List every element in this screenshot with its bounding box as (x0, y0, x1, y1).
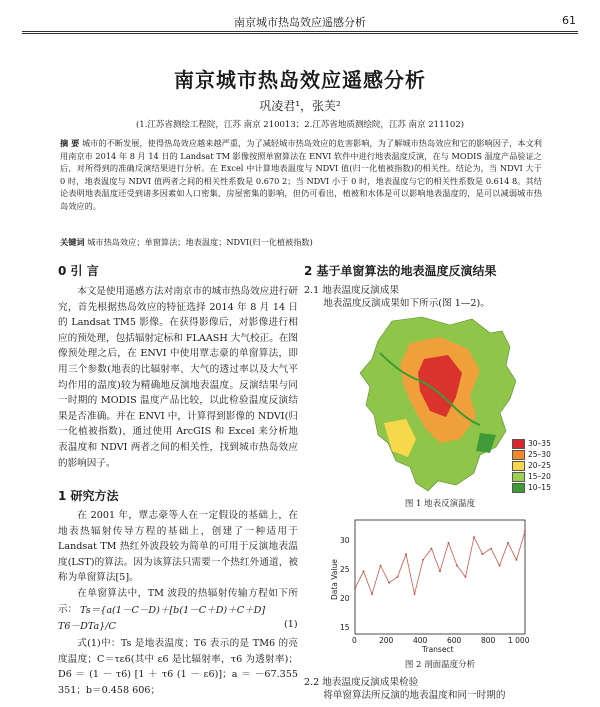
formula-line-1: Ts＝{a(1－C－D)＋[b(1－C＋D)＋C＋D] (80, 605, 266, 616)
figure-1-caption: 图 1 地表反演温度 (404, 499, 476, 509)
formula-line-2: T6－DTa}/C (58, 621, 116, 632)
abstract-label: 摘 要 (60, 138, 80, 148)
transect-point (354, 588, 356, 590)
transect-point (507, 542, 509, 544)
subsection-2-1-text: 地表温度反演成果如下所示(图 1—2)。 (323, 298, 490, 309)
abstract-text: 城市的不断发展，使得热岛效应越来越严重，为了减轻城市热岛效应的危害影响，为了解城市热岛效应和它的影响因子，本文利用南京市 2014 年 8 月 14 日的 Landsat TM 影像按照单窗算法在 ENVI 软件中进行地表温度反演，在与 MODIS 温度产品验证之后，对所得到的准确反演结果进行分析。在 Excel 中计算地表温度与 NDVI 值(归一化植被指数)的相关性。结论为，当 NDVI 大于 0 时，地表温度与 NDVI 值两者之间的相关性系数是 0.670 2；当 NDVI 小于 0 时，地表温度与它的相关性系数是 0.614 8。其结论表明地表温度还受到诸多因素如人口密集、房屋密集的影响，但仍可看出，植被和水体是可以影响地表温度的，是可以减弱城市热岛效应的。 (60, 138, 542, 211)
affiliation: (1.江苏省测绘工程院，江苏 南京 210013；2.江苏省地质测绘院，江苏 南京 211102) (135, 120, 465, 130)
keywords-text: 城市热岛效应；单窗算法；地表温度；NDVI(归一化植被指数) (87, 237, 313, 247)
legend-label: 10–15 (528, 483, 551, 492)
transect-point (456, 565, 458, 567)
subsection-2-2-heading: 2.2 地表温度反演成果检验 (304, 677, 419, 688)
section-0-heading: 0 引 言 (58, 264, 99, 278)
plot-x-label: Transect (422, 645, 454, 654)
transect-point (499, 565, 501, 567)
section-1-heading: 1 研究方法 (58, 489, 119, 503)
x-tick-label: 600 (447, 636, 462, 645)
transect-point (371, 593, 373, 595)
x-tick-label: 200 (379, 636, 394, 645)
transect-point (465, 576, 467, 578)
transect-point (414, 593, 416, 595)
legend-label: 20–25 (528, 461, 551, 470)
section-2-heading: 2 基于单窗算法的地表温度反演结果 (304, 264, 497, 278)
paper-title: 南京城市热岛效应遥感分析 (174, 68, 426, 92)
page-number: 61 (562, 14, 576, 27)
transect-point (405, 553, 407, 555)
authors: 巩凌君¹，张芙² (259, 99, 341, 113)
transect-line (355, 531, 525, 594)
transect-point (524, 531, 526, 533)
section-1-paragraph-1: 在 2001 年，覃志豪等人在一定假设的基础上，在地表热辐射传导方程的基础上，创建了一种适用于 Landsat TM 热红外波段较为简单的可用于反演地表温度(LST)的算法。因为该算法只需要一个热红外通道，被称为单窗算法[5]。 (58, 510, 298, 584)
x-tick-label: 0 (352, 636, 357, 645)
y-tick-label: 15 (340, 623, 350, 632)
transect-point (448, 542, 450, 544)
keywords-label: 关键词 (60, 237, 85, 247)
legend-label: 30–35 (528, 439, 551, 448)
transect-point (363, 570, 365, 572)
transect-point (516, 559, 518, 561)
transect-point (388, 582, 390, 584)
transect-point (422, 559, 424, 561)
figure-2-caption: 图 2 剖面温度分析 (404, 660, 476, 670)
running-title: 南京城市热岛效应遥感分析 (234, 16, 366, 29)
transect-point (490, 548, 492, 550)
legend-label: 15–20 (528, 472, 551, 481)
transect-point (439, 570, 441, 572)
subsection-2-2-text: 将单窗算法所反演的地表温度和同一时期的 (323, 690, 506, 701)
x-tick-label: 1 000 (508, 636, 530, 645)
x-tick-label: 800 (481, 636, 496, 645)
transect-point (473, 536, 475, 538)
y-tick-label: 30 (340, 536, 350, 545)
x-tick-label: 400 (413, 636, 428, 645)
plot-frame (355, 520, 525, 634)
legend-label: 25–30 (528, 450, 551, 459)
section-1-paragraph-2: 在单窗算法中，TM 波段的热辐射传输方程如下所示： (58, 587, 298, 615)
subsection-2-1-heading: 2.1 地表温度反演成果 (304, 285, 400, 296)
transect-point (431, 548, 433, 550)
transect-point (397, 576, 399, 578)
plot-y-label: Data Value (330, 559, 339, 600)
section-0-paragraph: 本文是使用遥感方法对南京市的城市热岛效应进行研究，首先根据热岛效应的特征选择 2014 年 8 月 14 日的 Landsat TM5 影像。在获得影像后，对影像进行相应的预处理，包括辐射定标和 FLAASH 大气校正。在图像预处理之后，在 ENVI 中使用覃志豪的单窗算法，即用三个参数(地表的比辐射率、大气的透过率以及大气平均作用的温度)较为精确地反演地表温度。反演结果与同一时期的 MODIS 温度产品比较，以此检验温度反演结果是否准确。并在 ENVI 中，计算得到影像的 NDVI(归一化植被指数)，通过使用 ArcGIS 和 Excel 来分析地表温度和 NDVI 两者之间的相关性，找到城市热岛效应的影响因子。 (58, 286, 298, 469)
y-tick-label: 20 (340, 594, 350, 603)
transect-point (482, 553, 484, 555)
y-tick-label: 25 (340, 565, 350, 574)
subsection-2-2-body (304, 688, 542, 704)
transect-point (380, 565, 382, 567)
equation-number: (1) (284, 619, 298, 630)
section-1-paragraph-3: 式(1)中：Ts 是地表温度；T6 表示的是 TM6 的亮度温度；C＝τε6(其中 ε6 是比辐射率，τ6 为透射率)；D6 ＝ (1 － τ6) [1 ＋ τ6 (1 － ε6)]；a ＝ －67.355 351；b＝0.458 606； (58, 638, 298, 696)
